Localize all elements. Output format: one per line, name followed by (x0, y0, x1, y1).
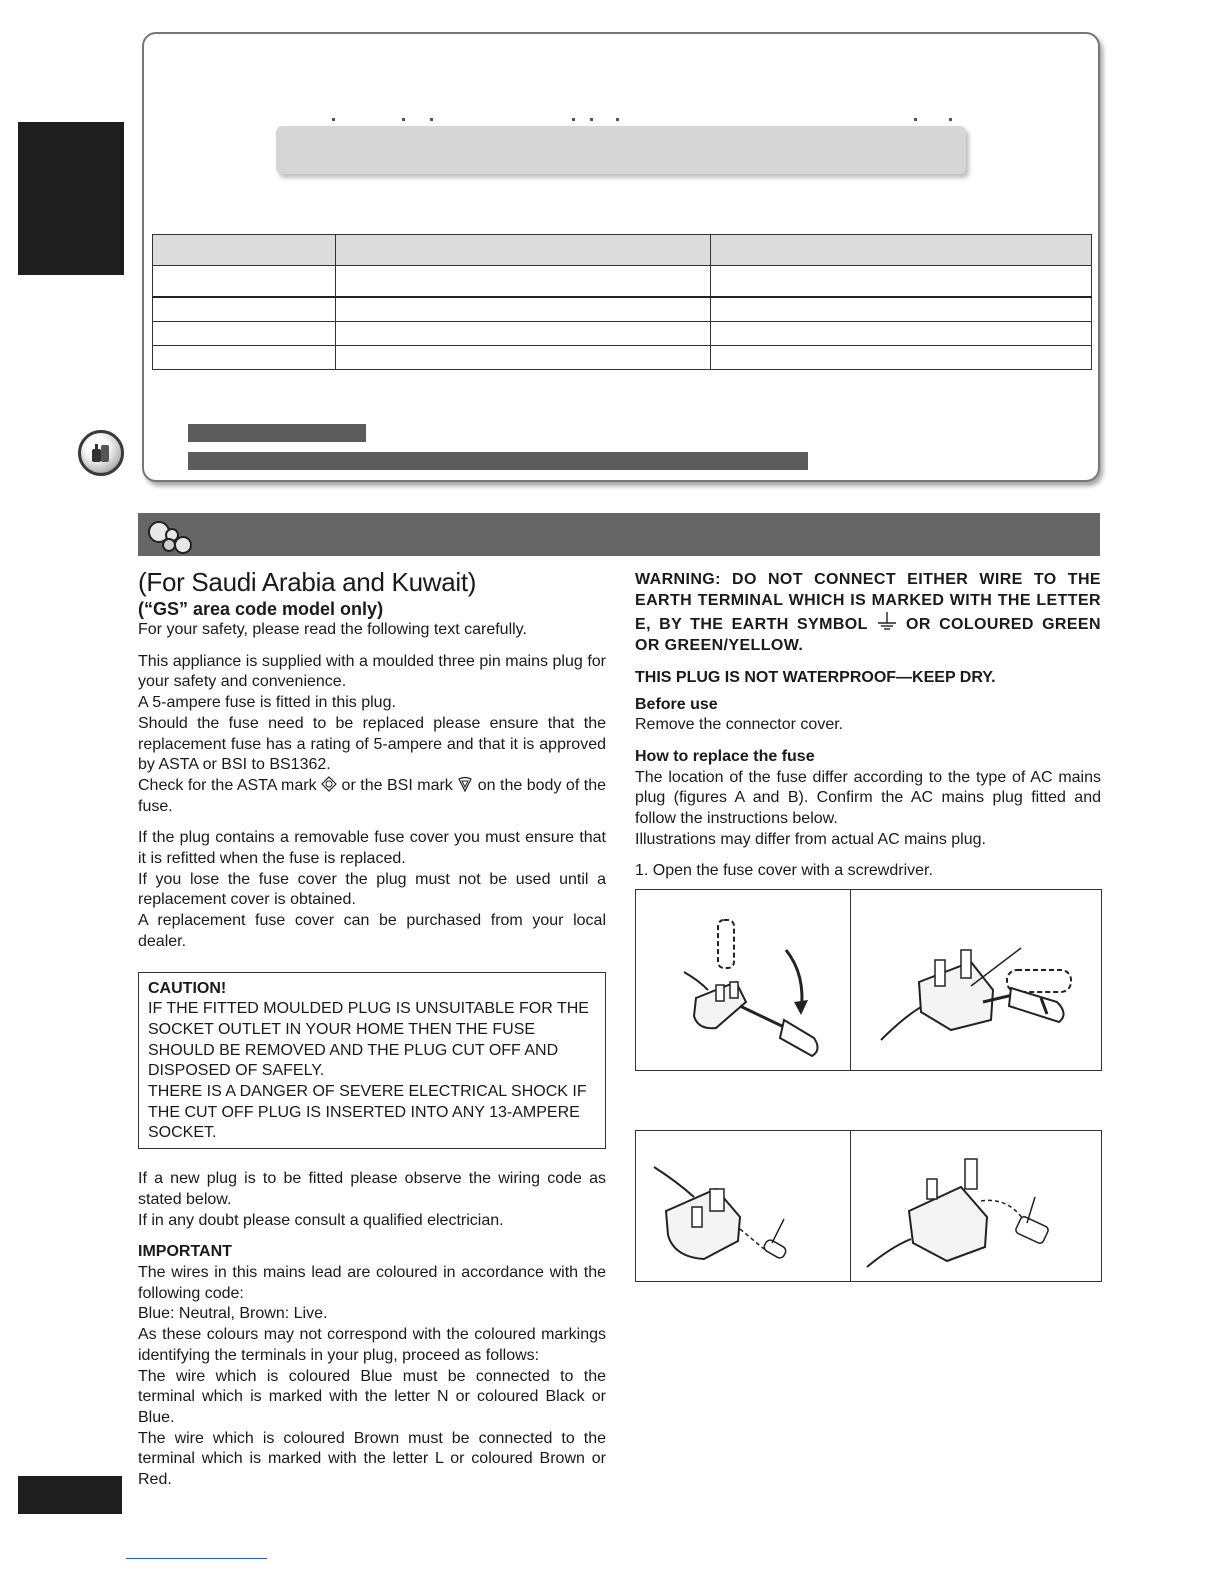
info-table (152, 234, 1092, 370)
figure-table-step2 (635, 1130, 1102, 1282)
bsi-mark-icon (457, 776, 473, 792)
table-row (153, 322, 1092, 346)
redacted-note-bar (188, 452, 808, 470)
footer-link-underline (126, 1558, 267, 1559)
before-use-title: Before use (635, 695, 718, 713)
paragraph: A 5-ampere fuse is fitted in this plug. (138, 694, 396, 712)
caution-text: THERE IS A DANGER OF SEVERE ELECTRICAL SHOCK IF THE CUT OFF PLUG IS INSERTED INTO ANY 13-AMPERE SOCKET. (148, 1083, 587, 1142)
section-header-bar (138, 513, 1100, 556)
page-subtitle: (“GS” area code model only) (138, 599, 384, 619)
warning-fragment: WARNING: DO NOT CONNECT EITHER WIRE TO THE EARTH TERMINAL WHICH IS MARKED WITH THE LETTER E, BY THE EARTH SYMBOL (635, 571, 1101, 634)
figure-b-cell (851, 1131, 1102, 1282)
paragraph: The wires in this mains lead are coloured in accordance with the following code: (138, 1263, 606, 1302)
table-row (153, 346, 1092, 370)
figure-table-step1 (635, 889, 1102, 1071)
intro-text: For your safety, please read the following text carefully. (138, 621, 527, 638)
caution-box (138, 972, 606, 1150)
figure-b-cell (851, 890, 1102, 1071)
paragraph: Should the fuse need to be replaced please ensure that the replacement fuse has a rating of 5-ampere and that it is approved by ASTA or BSI to BS1362. (138, 714, 606, 774)
caution-title: CAUTION! (148, 979, 227, 997)
paragraph: A replacement fuse cover can be purchased from your local dealer. (138, 912, 606, 950)
important-title: IMPORTANT (138, 1243, 232, 1261)
paragraph: The location of the fuse differ according to the type of AC mains plug (figures A and B). Confirm the AC mains plug fitted and follow the instructions below. (635, 768, 1101, 828)
paragraph-fragment: Check for the ASTA mark (138, 776, 317, 794)
caution-text: IF THE FITTED MOULDED PLUG IS UNSUITABLE FOR THE SOCKET OUTLET IN YOUR HOME THEN THE FUSE SHOULD BE REMOVED AND THE PLUG CUT OFF AND DISPOSED OF SAFELY. (148, 1000, 589, 1080)
paragraph-marks (138, 776, 606, 817)
paragraph: If a new plug is to be fitted please observe the wiring code as stated below. (138, 1170, 606, 1208)
paragraph-fragment: on the body of the fuse. (138, 776, 606, 815)
asta-mark-icon (321, 776, 337, 792)
right-column (635, 570, 1101, 882)
paragraph: Illustrations may differ from actual AC mains plug. (635, 830, 986, 848)
paragraph: The wire which is coloured Blue must be connected to the terminal which is marked with the letter N or coloured Black or Blue. (138, 1367, 606, 1426)
dotted-remnant (332, 118, 952, 122)
plug-b-fuse-illustration (851, 1131, 1101, 1276)
table-header-row (153, 235, 1092, 266)
table-row (153, 266, 1092, 298)
paragraph: If in any doubt please consult a qualified electrician. (138, 1211, 504, 1229)
accessory-icon (78, 430, 124, 476)
paragraph: If you lose the fuse cover the plug must not be used until a replacement cover is obtained. (138, 870, 606, 909)
earth-symbol-icon (876, 611, 898, 631)
replace-fuse-title: How to replace the fuse (635, 747, 815, 765)
warning-text (635, 570, 1101, 657)
waterproof-note: THIS PLUG IS NOT WATERPROOF—KEEP DRY. (635, 668, 996, 686)
warning-fragment: OR COLOURED GREEN OR GREEN/YELLOW. (635, 616, 1101, 655)
paragraph-fragment: or the BSI mark (341, 776, 453, 794)
figure-a-cell (636, 1131, 851, 1282)
redacted-note-bar (188, 424, 366, 442)
left-column (138, 566, 606, 1491)
paragraph: As these colours may not correspond with the coloured markings identifying the terminals in your plug, proceed as follows: (138, 1326, 606, 1364)
figure-a-cell (636, 890, 851, 1071)
page-title: (For Saudi Arabia and Kuwait) (138, 567, 477, 597)
paragraph: This appliance is supplied with a moulded three pin mains plug for your safety and convenience. (138, 652, 606, 691)
side-tab-marker (18, 122, 124, 275)
paragraph: Blue: Neutral, Brown: Live. (138, 1305, 328, 1323)
bubbles-icon (146, 518, 196, 554)
plug-b-screwdriver-illustration (851, 890, 1101, 1065)
step-1-text: 1. Open the fuse cover with a screwdriver. (635, 862, 933, 880)
page-number-tab (18, 1476, 122, 1514)
top-info-panel (142, 32, 1100, 482)
redacted-heading-bar (276, 126, 966, 174)
paragraph: The wire which is coloured Brown must be connected to the terminal which is marked with the letter L or coloured Brown or Red. (138, 1429, 606, 1489)
before-use-text: Remove the connector cover. (635, 716, 844, 734)
plug-a-screwdriver-illustration (636, 890, 850, 1065)
plug-a-fuse-illustration (636, 1131, 850, 1276)
table-row (153, 297, 1092, 322)
paragraph: If the plug contains a removable fuse cover you must ensure that it is refitted when the fuse is replaced. (138, 829, 606, 868)
